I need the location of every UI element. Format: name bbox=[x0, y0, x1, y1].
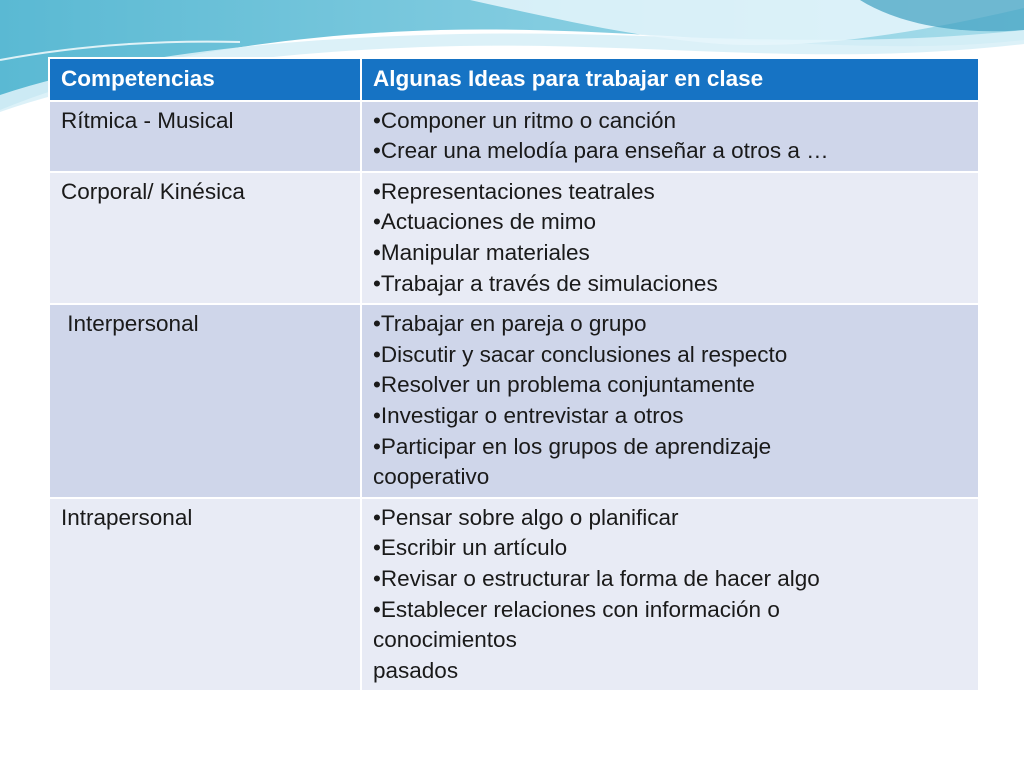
competencia-cell: Rítmica - Musical bbox=[49, 101, 361, 172]
idea-item: •Participar en los grupos de aprendizaje bbox=[373, 433, 772, 459]
idea-item: •Investigar o entrevistar a otros bbox=[373, 402, 684, 428]
idea-item: •Pensar sobre algo o planificar bbox=[373, 504, 679, 530]
competencia-cell: Corporal/ Kinésica bbox=[49, 172, 361, 304]
competencia-cell: Intrapersonal bbox=[49, 498, 361, 692]
table-row bbox=[49, 498, 979, 692]
competencia-cell: Interpersonal bbox=[49, 304, 361, 498]
competencias-table-container bbox=[48, 57, 978, 692]
ideas-cell bbox=[361, 172, 979, 304]
idea-item: •Resolver un problema conjuntamente bbox=[373, 372, 755, 398]
idea-item: •Actuaciones de mimo bbox=[373, 209, 596, 235]
idea-item: •Escribir un artículo bbox=[373, 535, 568, 561]
ideas-cell bbox=[361, 498, 979, 692]
ideas-cell bbox=[361, 304, 979, 498]
table-row bbox=[49, 172, 979, 304]
idea-item-continuation: conocimientos bbox=[373, 627, 517, 653]
idea-item: •Revisar o estructurar la forma de hacer algo bbox=[373, 565, 820, 591]
idea-item: •Trabajar en pareja o grupo bbox=[373, 311, 647, 337]
idea-item: •Trabajar a través de simulaciones bbox=[373, 270, 718, 296]
table-row bbox=[49, 101, 979, 172]
idea-item: •Establecer relaciones con información o bbox=[373, 596, 780, 622]
idea-item: •Manipular materiales bbox=[373, 239, 590, 265]
table-row bbox=[49, 304, 979, 498]
idea-item: •Representaciones teatrales bbox=[373, 178, 655, 204]
header-competencias: Competencias bbox=[49, 58, 361, 101]
table-header-row bbox=[49, 58, 979, 101]
header-ideas: Algunas Ideas para trabajar en clase bbox=[361, 58, 979, 101]
idea-item: •Discutir y sacar conclusiones al respecto bbox=[373, 341, 788, 367]
idea-item-continuation: pasados bbox=[373, 657, 459, 683]
competencias-table bbox=[48, 57, 980, 692]
ideas-cell bbox=[361, 101, 979, 172]
idea-item: •Componer un ritmo o canción bbox=[373, 107, 677, 133]
idea-item: •Crear una melodía para enseñar a otros a … bbox=[373, 138, 829, 164]
idea-item-continuation: cooperativo bbox=[373, 464, 490, 490]
